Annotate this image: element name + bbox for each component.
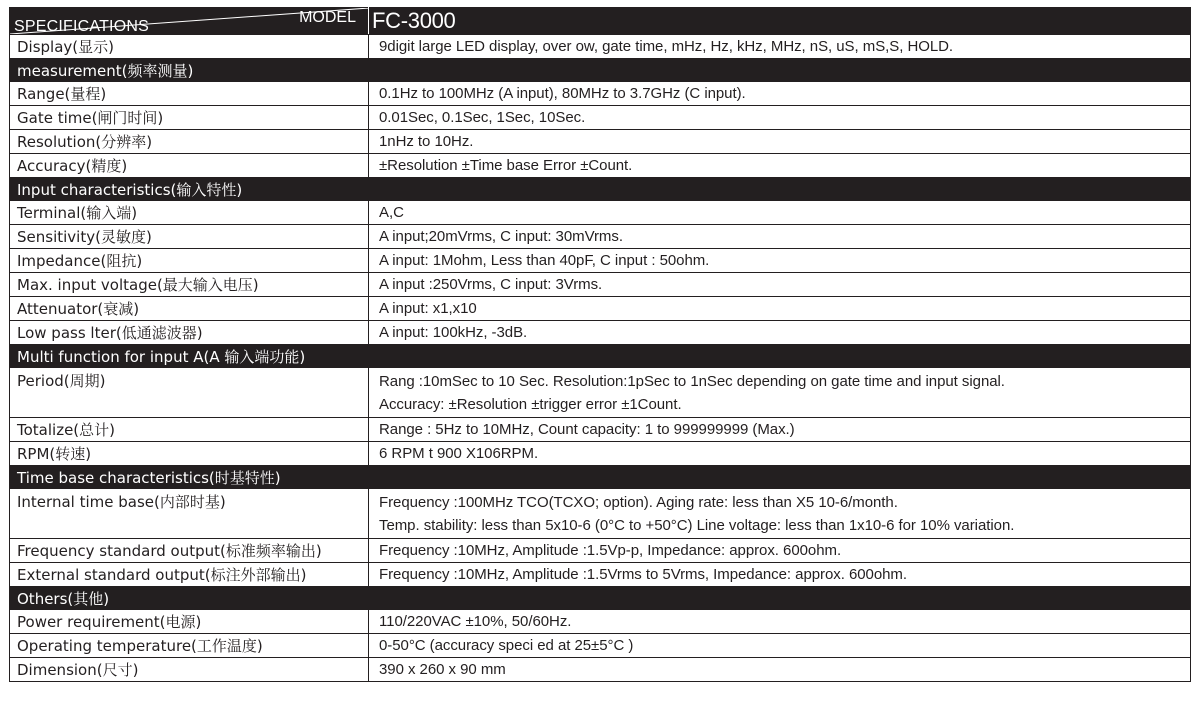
table-row [10,35,1191,59]
row-label: Display(显示) [10,35,369,59]
row-label: RPM(转速) [10,442,369,466]
table-row [10,154,1191,178]
specifications-label: SPECIFICATIONS [14,18,149,35]
section-title: Multi function for input A(A 输入端功能) [10,345,1191,368]
row-value: 110/220VAC ±10%, 50/60Hz. [369,610,1191,634]
section-title: Input characteristics(输入特性) [10,178,1191,201]
row-value: 6 RPM t 900 X106RPM. [369,442,1191,466]
row-value-line: Rang :10mSec to 10 Sec. Resolution:1pSec to 1nSec depending on gate time and input signal. [379,372,1005,390]
table-row [10,539,1191,563]
row-label: Accuracy(精度) [10,154,369,178]
row-label: Internal time base(内部时基) [10,489,369,539]
model-label: MODEL [299,9,356,26]
table-row [10,563,1191,587]
section-header [10,587,1191,610]
table-row [10,610,1191,634]
row-value [369,368,1191,418]
table-row [10,634,1191,658]
row-value: Frequency :10MHz, Amplitude :1.5Vp-p, Impedance: approx. 600ohm. [369,539,1191,563]
row-label: Power requirement(电源) [10,610,369,634]
table-row [10,489,1191,539]
row-label: Low pass lter(低通滤波器) [10,321,369,345]
row-value: 0-50°C (accuracy speci ed at 25±5°C ) [369,634,1191,658]
table-row [10,297,1191,321]
row-label: Attenuator(衰减) [10,297,369,321]
row-label: Operating temperature(工作温度) [10,634,369,658]
table-row [10,106,1191,130]
row-label: Max. input voltage(最大输入电压) [10,273,369,297]
row-value: ±Resolution ±Time base Error ±Count. [369,154,1191,178]
table-row [10,249,1191,273]
row-value-line: Temp. stability: less than 5x10-6 (0°C to +50°C) Line voltage: less than 1x10-6 for 10% variation. [379,516,1015,534]
row-label: Gate time(闸门时间) [10,106,369,130]
row-label: Sensitivity(灵敏度) [10,225,369,249]
table-header-row [10,8,1191,35]
row-value: A input :250Vrms, C input: 3Vrms. [369,273,1191,297]
row-label: Totalize(总计) [10,418,369,442]
row-label: External standard output(标注外部输出) [10,563,369,587]
row-label: Period(周期) [10,368,369,418]
row-value: A input: x1,x10 [369,297,1191,321]
row-label: Frequency standard output(标准频率输出) [10,539,369,563]
row-label: Impedance(阻抗) [10,249,369,273]
row-value: 1nHz to 10Hz. [369,130,1191,154]
table-row [10,418,1191,442]
row-value: A input: 100kHz, -3dB. [369,321,1191,345]
row-label: Dimension(尺寸) [10,658,369,682]
row-value: A,C [369,201,1191,225]
model-value: FC-3000 [369,8,1191,35]
row-value: A input: 1Mohm, Less than 40pF, C input : 50ohm. [369,249,1191,273]
row-value: Frequency :10MHz, Amplitude :1.5Vrms to 5Vrms, Impedance: approx. 600ohm. [369,563,1191,587]
section-header [10,178,1191,201]
section-header [10,345,1191,368]
header-corner-cell [10,8,369,35]
section-header [10,59,1191,82]
table-row [10,442,1191,466]
row-value: A input;20mVrms, C input: 30mVrms. [369,225,1191,249]
row-value-line: Accuracy: ±Resolution ±trigger error ±1Count. [379,395,682,413]
spec-table [9,7,1190,682]
table-row [10,273,1191,297]
row-value: 390 x 260 x 90 mm [369,658,1191,682]
row-value: 0.1Hz to 100MHz (A input), 80MHz to 3.7GHz (C input). [369,82,1191,106]
table-row [10,201,1191,225]
section-title: measurement(频率测量) [10,59,1191,82]
row-value: Range : 5Hz to 10MHz, Count capacity: 1 to 999999999 (Max.) [369,418,1191,442]
row-value [369,489,1191,539]
table-row [10,658,1191,682]
row-label: Range(量程) [10,82,369,106]
table-row [10,82,1191,106]
table-row [10,321,1191,345]
section-title: Time base characteristics(时基特性) [10,466,1191,489]
section-header [10,466,1191,489]
table-row [10,225,1191,249]
section-title: Others(其他) [10,587,1191,610]
row-label: Resolution(分辨率) [10,130,369,154]
row-label: Terminal(输入端) [10,201,369,225]
table-row [10,130,1191,154]
table-row [10,368,1191,418]
row-value-line: Frequency :100MHz TCO(TCXO; option). Aging rate: less than X5 10-6/month. [379,493,898,511]
row-value: 0.01Sec, 0.1Sec, 1Sec, 10Sec. [369,106,1191,130]
row-value: 9digit large LED display, over ow, gate time, mHz, Hz, kHz, MHz, nS, uS, mS,S, HOLD. [369,35,1191,59]
